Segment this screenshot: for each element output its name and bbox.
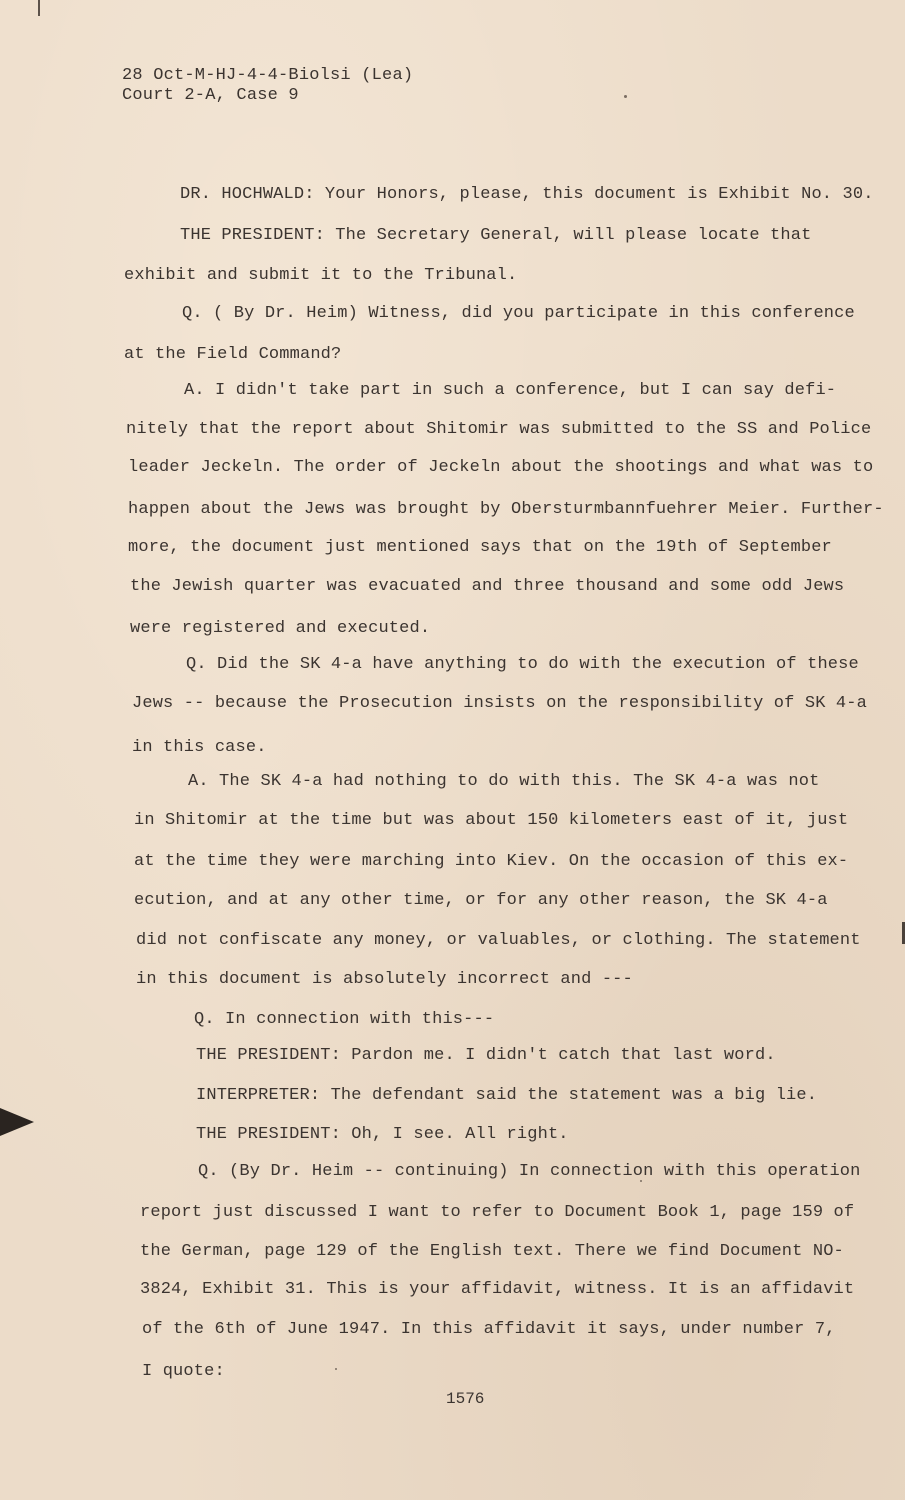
corner-mark: [38, 0, 40, 16]
text-line: more, the document just mentioned says that on the 19th of September: [128, 538, 832, 557]
text-line: the Jewish quarter was evacuated and three thousand and some odd Jews: [130, 577, 845, 596]
text-line: Q. (By Dr. Heim -- continuing) In connection with this operation: [198, 1162, 861, 1181]
text-line: in Shitomir at the time but was about 150 kilometers east of it, just: [134, 811, 849, 830]
document-header: [122, 66, 413, 106]
text-line: Q. In connection with this---: [194, 1010, 495, 1029]
text-line: were registered and executed.: [130, 619, 431, 638]
text-line: 3824, Exhibit 31. This is your affidavit, witness. It is an affidavit: [140, 1280, 855, 1299]
text-line: THE PRESIDENT: The Secretary General, will please locate that: [180, 226, 812, 245]
page-number: 1576: [446, 1390, 485, 1408]
text-line: happen about the Jews was brought by Obersturmbannfuehrer Meier. Further-: [128, 500, 884, 519]
text-line: exhibit and submit it to the Tribunal.: [124, 266, 518, 285]
header-line-1: 28 Oct-M-HJ-4-4-Biolsi (Lea): [122, 66, 414, 85]
text-line: THE PRESIDENT: Oh, I see. All right.: [196, 1125, 569, 1144]
text-line: at the time they were marching into Kiev. On the occasion of this ex-: [134, 852, 849, 871]
text-line: ecution, and at any other time, or for any other reason, the SK 4-a: [134, 891, 828, 910]
text-line: in this document is absolutely incorrect and ---: [136, 970, 633, 989]
paper-speck: [624, 95, 627, 98]
text-line: leader Jeckeln. The order of Jeckeln about the shootings and what was to: [128, 458, 874, 477]
text-line: Q. Did the SK 4-a have anything to do with the execution of these: [186, 655, 859, 674]
text-line: Q. ( By Dr. Heim) Witness, did you participate in this conference: [182, 304, 855, 323]
text-line: the German, page 129 of the English text. There we find Document NO-: [140, 1242, 844, 1261]
text-line: A. I didn't take part in such a conference, but I can say defi-: [184, 381, 837, 400]
text-line: in this case.: [132, 738, 267, 757]
text-line: THE PRESIDENT: Pardon me. I didn't catch that last word.: [196, 1046, 776, 1065]
text-line: did not confiscate any money, or valuables, or clothing. The statement: [136, 931, 861, 950]
text-line: Jews -- because the Prosecution insists on the responsibility of SK 4-a: [132, 694, 867, 713]
binding-hole-mark: [0, 1108, 34, 1136]
text-line: DR. HOCHWALD: Your Honors, please, this document is Exhibit No. 30.: [180, 185, 874, 204]
text-line: I quote:: [142, 1362, 225, 1381]
text-line: at the Field Command?: [124, 345, 342, 364]
text-line: of the 6th of June 1947. In this affidavit it says, under number 7,: [142, 1320, 836, 1339]
text-line: A. The SK 4-a had nothing to do with this. The SK 4-a was not: [188, 772, 820, 791]
paper-speck: [335, 1368, 337, 1370]
text-line: report just discussed I want to refer to Document Book 1, page 159 of: [140, 1203, 855, 1222]
header-line-2: Court 2-A, Case 9: [122, 86, 299, 105]
text-line: nitely that the report about Shitomir was submitted to the SS and Police: [126, 420, 872, 439]
text-line: INTERPRETER: The defendant said the statement was a big lie.: [196, 1086, 818, 1105]
